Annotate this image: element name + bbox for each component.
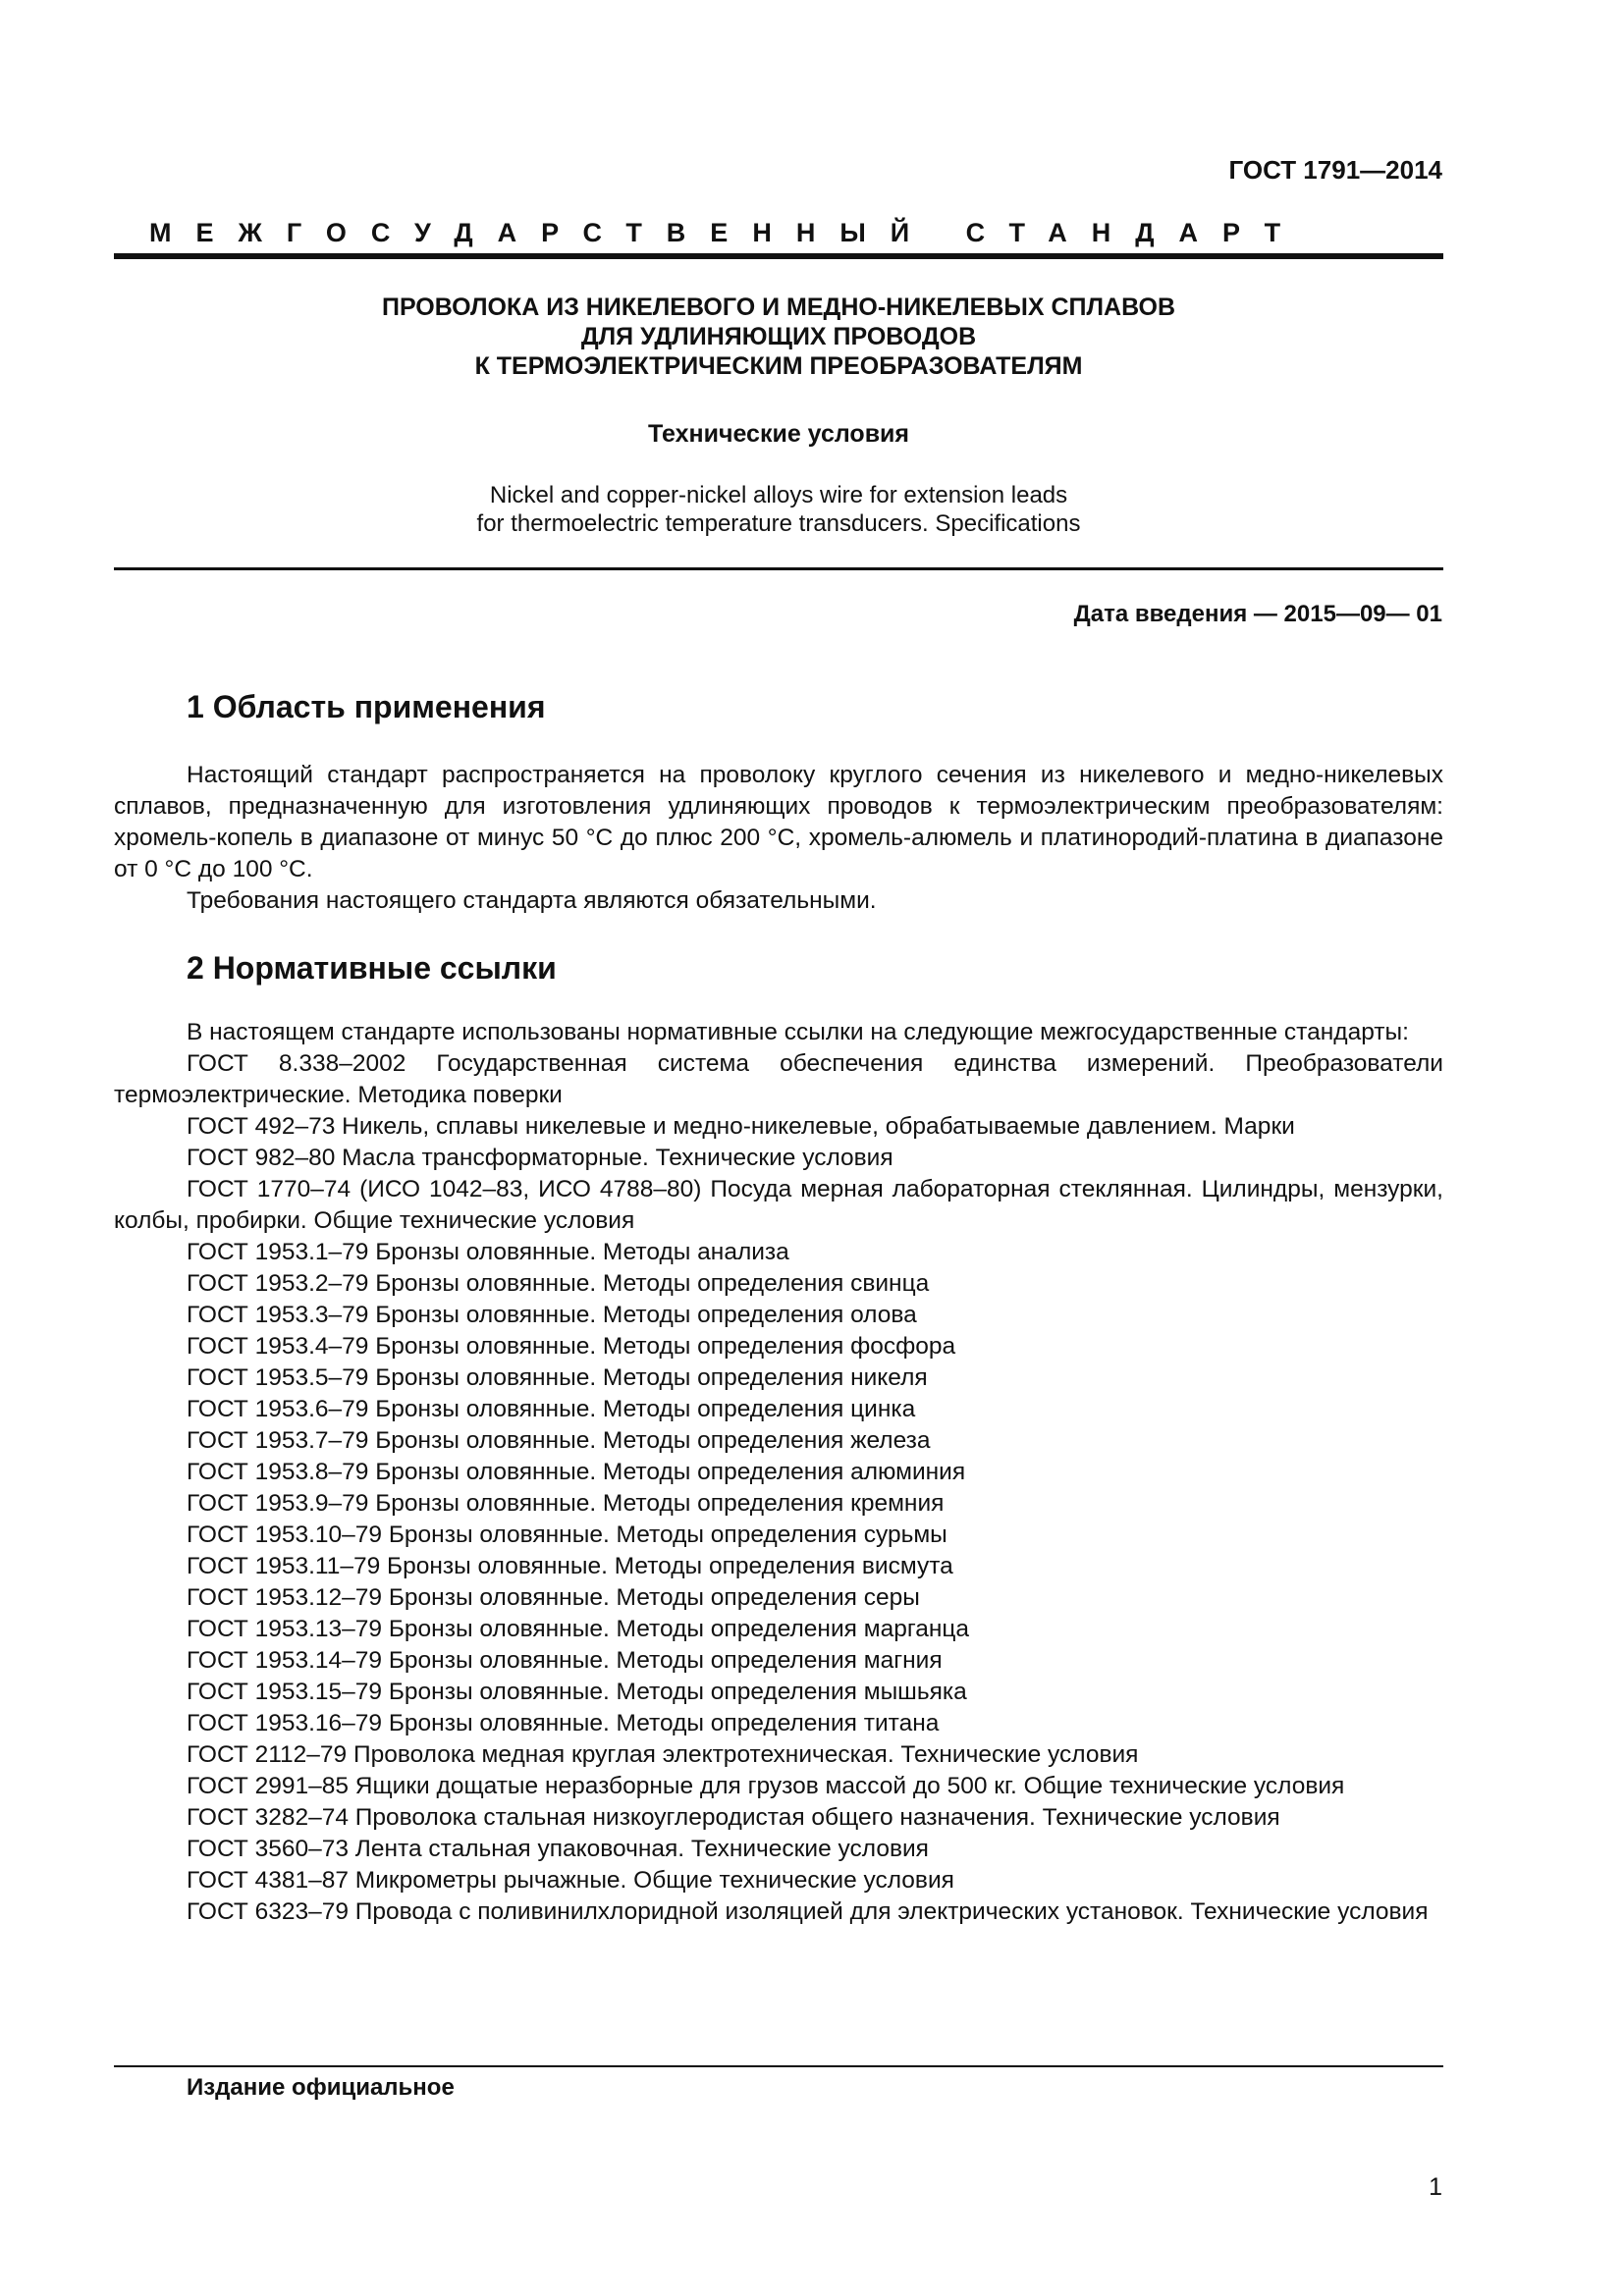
reference-item: ГОСТ 1953.4–79 Бронзы оловянные. Методы определения фосфора	[187, 1333, 956, 1360]
reference-item: ГОСТ 1953.16–79 Бронзы оловянные. Методы определения титана	[187, 1710, 940, 1736]
document-code: ГОСТ 1791—2014	[1228, 155, 1442, 185]
reference-item: ГОСТ 2112–79 Проволока медная круглая электротехническая. Технические условия	[187, 1741, 1139, 1768]
reference-item: ГОСТ 1953.5–79 Бронзы оловянные. Методы определения никеля	[187, 1364, 928, 1391]
reference-item: ГОСТ 1953.12–79 Бронзы оловянные. Методы определения серы	[187, 1584, 920, 1611]
references-list	[114, 1017, 1443, 1928]
english-title-line-1: Nickel and copper-nickel alloys wire for extension leads	[489, 482, 1068, 508]
title-line-3: К ТЕРМОЭЛЕКТРИЧЕСКИМ ПРЕОБРАЗОВАТЕЛЯМ	[474, 352, 1083, 380]
interstate-standard-label: МЕЖГОСУДАРСТВЕННЫЙ СТАНДАРТ	[149, 218, 1306, 247]
english-title	[114, 481, 1443, 538]
official-edition-label: Издание официальное	[187, 2074, 455, 2101]
section-heading-scope: 1 Область применения	[187, 689, 546, 724]
reference-item: ГОСТ 492–73 Никель, сплавы никелевые и медно-никелевые, обрабатываемые давлением. Марки	[187, 1113, 1295, 1140]
reference-item: ГОСТ 1953.8–79 Бронзы оловянные. Методы определения алюминия	[187, 1459, 966, 1485]
title-divider	[114, 567, 1443, 570]
reference-item: ГОСТ 1953.6–79 Бронзы оловянные. Методы определения цинка	[187, 1396, 916, 1422]
english-title-line-2: for thermoelectric temperature transducers. Specifications	[476, 510, 1081, 537]
document-title	[114, 293, 1443, 381]
reference-item: ГОСТ 1953.10–79 Бронзы оловянные. Методы определения сурьмы	[187, 1522, 947, 1548]
title-line-1: ПРОВОЛОКА ИЗ НИКЕЛЕВОГО И МЕДНО-НИКЕЛЕВЫХ СПЛАВОВ	[381, 294, 1176, 321]
reference-item: ГОСТ 2991–85 Ящики дощатые неразборные для грузов массой до 500 кг. Общие технические условия	[187, 1773, 1345, 1799]
reference-item: ГОСТ 1770–74 (ИСО 1042–83, ИСО 4788–80) Посуда мерная лабораторная стеклянная. Цилиндры, мензурки, колбы, пробирки. Общие технические условия	[114, 1176, 1443, 1234]
reference-item: ГОСТ 1953.14–79 Бронзы оловянные. Методы определения магния	[187, 1647, 943, 1674]
reference-item: ГОСТ 3282–74 Проволока стальная низкоуглеродистая общего назначения. Технические условия	[187, 1804, 1280, 1831]
reference-item: ГОСТ 982–80 Масла трансформаторные. Технические условия	[187, 1145, 893, 1171]
title-line-2: ДЛЯ УДЛИНЯЮЩИХ ПРОВОДОВ	[580, 323, 977, 350]
footer-divider	[114, 2065, 1443, 2067]
reference-item: ГОСТ 6323–79 Провода с поливинилхлоридной изоляцией для электрических установок. Технические условия	[187, 1898, 1429, 1925]
reference-item: ГОСТ 1953.11–79 Бронзы оловянные. Методы определения висмута	[187, 1553, 953, 1579]
reference-item: ГОСТ 1953.1–79 Бронзы оловянные. Методы анализа	[187, 1239, 789, 1265]
reference-item: ГОСТ 1953.9–79 Бронзы оловянные. Методы определения кремния	[187, 1490, 945, 1517]
section-scope-body	[114, 760, 1443, 917]
reference-item: ГОСТ 1953.15–79 Бронзы оловянные. Методы определения мышьяка	[187, 1679, 967, 1705]
header-divider	[114, 253, 1443, 259]
scope-paragraph: Требования настоящего стандарта являются обязательными.	[187, 887, 877, 914]
reference-item: ГОСТ 8.338–2002 Государственная система обеспечения единства измерений. Преобразователи термоэлектрические. Методика поверки	[114, 1050, 1443, 1108]
reference-item: ГОСТ 3560–73 Лента стальная упаковочная. Технические условия	[187, 1836, 929, 1862]
page-number: 1	[1429, 2173, 1442, 2201]
reference-item: ГОСТ 1953.3–79 Бронзы оловянные. Методы определения олова	[187, 1302, 917, 1328]
references-intro: В настоящем стандарте использованы нормативные ссылки на следующие межгосударственные стандарты:	[187, 1019, 1409, 1045]
reference-item: ГОСТ 1953.2–79 Бронзы оловянные. Методы определения свинца	[187, 1270, 930, 1297]
document-subtitle: Технические условия	[647, 420, 910, 448]
reference-item: ГОСТ 1953.13–79 Бронзы оловянные. Методы определения марганца	[187, 1616, 970, 1642]
reference-item: ГОСТ 1953.7–79 Бронзы оловянные. Методы определения железа	[187, 1427, 931, 1454]
reference-item: ГОСТ 4381–87 Микрометры рычажные. Общие технические условия	[187, 1867, 954, 1894]
introduction-date: Дата введения — 2015—09— 01	[1073, 601, 1442, 627]
section-heading-references: 2 Нормативные ссылки	[187, 950, 557, 986]
scope-paragraph: Настоящий стандарт распространяется на проволоку круглого сечения из никелевого и медно-никелевых сплавов, предназначенную для изготовления удлиняющих проводов к термоэлектрическим преобразователям: хромель-копель в диапазоне от минус 50 °С до плюс 200 °С, хромель-алюмель и платинородий-платина в диапазоне от 0 °С до 100 °С.	[114, 762, 1443, 882]
